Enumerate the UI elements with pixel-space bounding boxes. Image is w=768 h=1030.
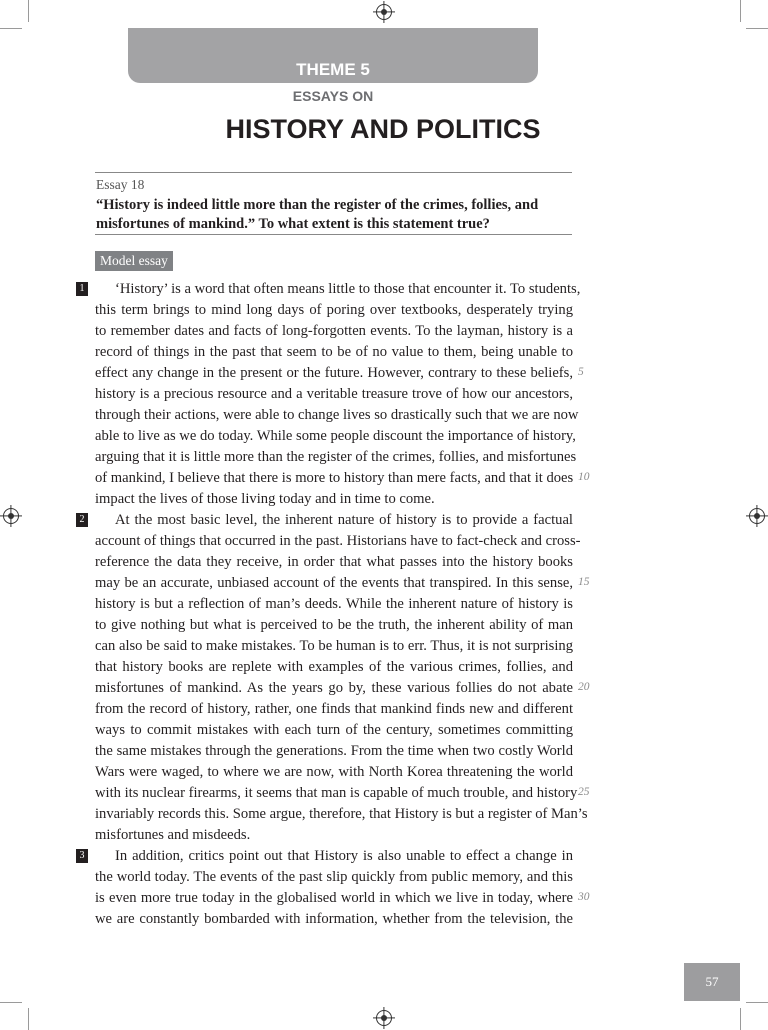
body-line: invariably records this. Some argue, therefore, that History is but a register of Man’s: [95, 806, 588, 822]
body-line: we are constantly bombarded with information, whether from the television, the: [95, 911, 573, 927]
line-number: 25: [578, 786, 590, 798]
registration-mark-icon: [3, 508, 19, 524]
body-line: record of things in the past that seem to be of no value to them, being unable to: [95, 344, 573, 360]
body-line: history is but a reflection of man’s deeds. While the inherent nature of history is: [95, 596, 573, 612]
paragraph-number: 3: [76, 849, 88, 863]
line-number: 5: [578, 366, 584, 378]
body-line: misfortunes and misdeeds.: [95, 827, 251, 843]
registration-mark-icon: [376, 1010, 392, 1026]
body-line: able to live as we do today. While some people discount the importance of history,: [95, 428, 576, 444]
divider: [95, 172, 572, 173]
body-line: the world today. The events of the past slip quickly from public memory, and this: [95, 869, 573, 885]
body-line: arguing that it is little more than the register of the crimes, follies, and misfortunes: [95, 449, 577, 465]
body-line: can also be said to make mistakes. To be human is to err. Thus, it is not surprising: [95, 638, 573, 654]
line-number: 20: [578, 681, 590, 693]
body-line: the same mistakes through the generations. From the time when two costly World: [95, 743, 573, 759]
crop-mark: [746, 1002, 768, 1003]
body-line: from the record of history, rather, one finds that mankind finds new and different: [95, 701, 573, 717]
line-number: 30: [578, 891, 590, 903]
body-line: of mankind, I believe that there is more to history than mere facts, and that it does: [95, 470, 574, 486]
crop-mark: [0, 1002, 22, 1003]
body-line: At the most basic level, the inherent nature of history is to provide a factual: [115, 512, 573, 528]
essay-question: [96, 196, 566, 234]
body-line: is even more true today in the globalised world in which we live in today, where: [95, 890, 573, 906]
essay-number: Essay 18: [96, 177, 145, 192]
body-line: account of things that occurred in the past. Historians have to fact-check and cross-: [95, 533, 581, 549]
paragraph-number: 1: [76, 282, 88, 296]
registration-mark-icon: [376, 4, 392, 20]
page-number: 57: [684, 963, 740, 1001]
crop-mark: [0, 28, 22, 29]
question-line: misfortunes of mankind.” To what extent is this statement true?: [96, 216, 490, 232]
model-essay-tag: Model essay: [95, 251, 173, 271]
body-line: history is a precious resource and a veritable treasure trove of how our ancestors,: [95, 386, 573, 402]
body-line: to remember dates and facts of long-forgotten events. To the layman, history is a: [95, 323, 573, 339]
body-line: with its nuclear firearms, it seems that man is capable of much trouble, and history: [95, 785, 578, 801]
registration-mark-icon: [749, 508, 765, 524]
body-line: ways to commit mistakes with each turn of the century, sometimes committing: [95, 722, 573, 738]
body-line: impact the lives of those living today and in time to come.: [95, 491, 435, 507]
divider: [95, 234, 572, 235]
page-title: HISTORY AND POLITICS: [225, 114, 541, 144]
paragraph-number: 2: [76, 513, 88, 527]
theme-label: THEME 5: [296, 60, 370, 79]
crop-mark: [740, 1008, 741, 1030]
body-line: this term brings to mind long days of poring over textbooks, desperately trying: [95, 302, 573, 318]
section-label: ESSAYS ON: [292, 88, 374, 104]
crop-mark: [28, 1008, 29, 1030]
body-line: that history books are replete with examples of the various crimes, follies, and: [95, 659, 573, 675]
body-line: effect any change in the present or the future. However, contrary to these beliefs,: [95, 365, 573, 381]
crop-mark: [746, 28, 768, 29]
crop-mark: [28, 0, 29, 22]
question-line: “History is indeed little more than the register of the crimes, follies, and: [96, 197, 539, 213]
crop-mark: [740, 0, 741, 22]
line-number: 15: [578, 576, 590, 588]
body-line: to give nothing but what is perceived to be the truth, the inherent ability of man: [95, 617, 573, 633]
body-line: reference the data they receive, in order that what passes into the history books: [95, 554, 573, 570]
body-line: In addition, critics point out that History is also unable to effect a change in: [115, 848, 573, 864]
line-number: 10: [578, 471, 590, 483]
body-line: through their actions, were able to change lives so drastically such that we are now: [95, 407, 579, 423]
body-line: may be an accurate, unbiased account of the events that transpired. In this sense,: [95, 575, 573, 591]
body-line: Wars were waged, to where we are now, with North Korea threatening the world: [95, 764, 573, 780]
body-line: ‘History’ is a word that often means little to those that encounter it. To students,: [115, 281, 581, 297]
body-line: misfortunes of mankind. As the years go by, these various follies do not abate: [95, 680, 573, 696]
